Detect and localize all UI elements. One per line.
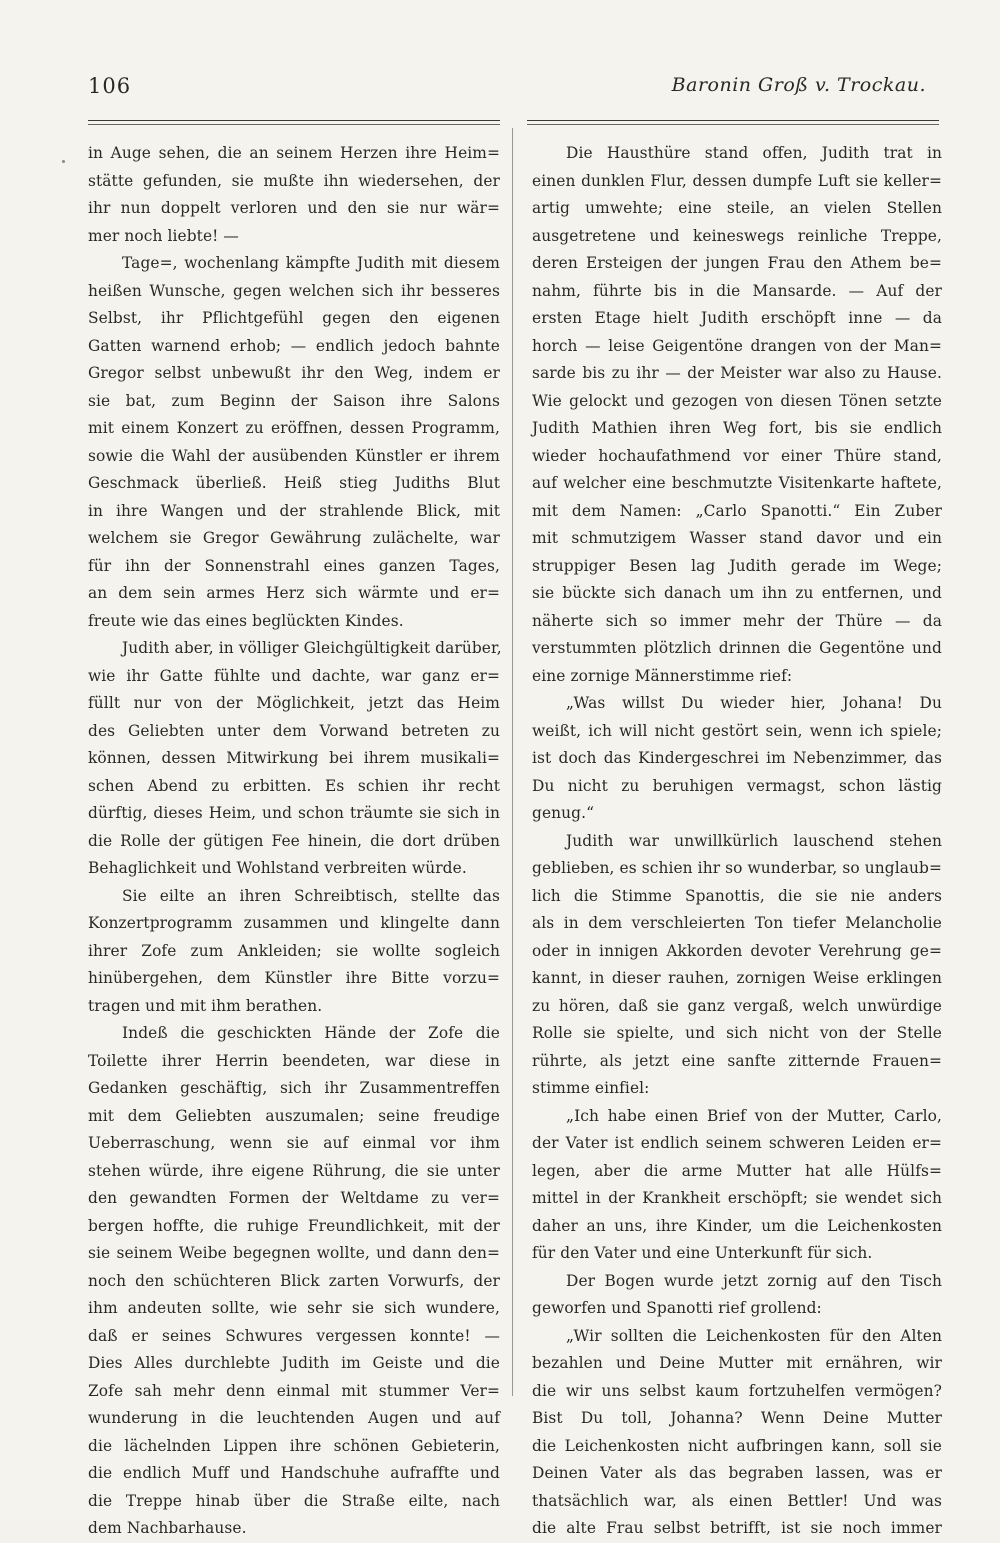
text-line: die Leichenkosten nicht aufbringen kann, soll sie	[532, 1436, 942, 1455]
right-column	[532, 140, 942, 1543]
text-line: in ihre Wangen und der strahlende Blick, mit	[88, 501, 500, 520]
text-line: artig umwehte; eine steile, an vielen Stellen	[532, 199, 942, 217]
text-line: hinübergehen, dem Künstler ihre Bitte vorzu=	[88, 969, 500, 987]
text-line: Geschmack überließ. Heiß stieg Judiths Blut	[88, 474, 500, 492]
text-line: geworfen und Spanotti rief grollend:	[532, 1299, 822, 1317]
text-line: mit schmutzigem Wasser stand davor und ein	[532, 529, 942, 547]
text-line: Gedanken geschäftig, sich ihr Zusammentreffen	[88, 1079, 500, 1097]
text-line: sie bat, zum Beginn der Saison ihre Salons	[88, 391, 500, 410]
text-line: Behaglichkeit und Wohlstand verbreiten würde.	[88, 859, 467, 877]
text-line: die Treppe hinab über die Straße eilte, nach	[88, 1491, 500, 1510]
text-line: oder in innigen Akkorden devoter Verehrung ge=	[532, 941, 942, 960]
paper-speck	[62, 160, 65, 163]
text-line: Wie gelockt und gezogen von diesen Tönen setzte	[532, 391, 942, 410]
header-rule-right-thin	[527, 124, 939, 125]
page-header	[88, 74, 926, 104]
text-line: Gregor selbst unbewußt ihr den Weg, indem er	[88, 364, 500, 382]
text-line: sowie die Wahl der ausübenden Künstler er ihrem	[88, 446, 500, 465]
text-line: für ihn der Sonnenstrahl eines ganzen Tages,	[88, 556, 500, 575]
text-line: Gatten warnend erhob; — endlich jedoch bahnte	[88, 336, 500, 355]
running-title: Baronin Groß v. Trockau.	[671, 74, 926, 96]
text-line: dem Nachbarhause.	[88, 1519, 247, 1537]
text-line: Dies Alles durchlebte Judith im Geiste und die	[88, 1354, 500, 1372]
text-line: Rolle sie spielte, und sich nicht von der Stelle	[532, 1024, 942, 1042]
text-line: füllt nur von der Möglichkeit, jetzt das Heim	[88, 694, 500, 712]
text-line: mer noch liebte! —	[88, 226, 239, 245]
text-line: wieder hochaufathmend vor einer Thüre stand,	[532, 446, 942, 465]
text-line: die Rolle der gütigen Fee hinein, die dort drüben	[88, 831, 500, 850]
text-line: mit dem Geliebten auszumalen; seine freudige	[88, 1106, 500, 1125]
text-line: „Ich habe einen Brief von der Mutter, Carlo,	[566, 1106, 942, 1125]
text-line: stimme einfiel:	[532, 1079, 650, 1097]
text-line: welchem sie Gregor Gewährung zulächelte, war	[88, 529, 500, 547]
text-line: Du nicht zu beruhigen vermagst, schon lästig	[532, 776, 942, 795]
text-line: schen Abend zu erbitten. Es schien ihr recht	[88, 776, 500, 795]
text-line: freute wie das eines beglückten Kindes.	[88, 611, 404, 630]
header-rule-left	[88, 120, 500, 121]
text-line: die alte Frau selbst betrifft, ist sie noch immer	[532, 1519, 942, 1537]
text-line: Sie eilte an ihren Schreibtisch, stellte das	[122, 886, 500, 905]
text-line: Ueberraschung, wenn sie auf einmal vor ihm	[88, 1134, 500, 1152]
text-line: genug.“	[532, 804, 595, 822]
text-line: sarde bis zu ihr — der Meister war also zu Hause.	[532, 364, 942, 382]
text-line: Die Hausthüre stand offen, Judith trat in	[566, 144, 942, 162]
text-line: struppiger Besen lag Judith gerade im Wege;	[532, 556, 942, 575]
text-line: horch — leise Geigentöne drangen von der Man=	[532, 336, 942, 355]
text-line: Judith Mathien ihren Weg fort, bis sie endlich	[532, 419, 942, 437]
text-line: heißen Wunsche, gegen welchen sich ihr besseres	[88, 281, 500, 300]
text-line: einen dunklen Flur, dessen dumpfe Luft sie keller=	[532, 171, 942, 190]
text-line: Der Bogen wurde jetzt zornig auf den Tisch	[566, 1271, 942, 1290]
text-line: Bist Du toll, Johanna? Wenn Deine Mutter	[532, 1409, 942, 1427]
text-line: daß er seines Schwures vergessen konnte! —	[88, 1326, 500, 1345]
text-line: wie ihr Gatte fühlte und dachte, war ganz er=	[88, 666, 500, 685]
text-line: „Wir sollten die Leichenkosten für den Alten	[566, 1326, 942, 1345]
text-line: wunderung in die leuchtenden Augen und auf	[88, 1409, 500, 1427]
text-line: näherte sich so immer mehr der Thüre — da	[532, 611, 942, 630]
text-line: weißt, ich will nicht gestört sein, wenn ich spiele;	[532, 721, 942, 740]
text-line: auf welcher eine beschmutzte Visitenkarte haftete,	[532, 474, 942, 492]
text-line: die lächelnden Lippen ihre schönen Gebieterin,	[88, 1436, 500, 1455]
text-line: ihr nun doppelt verloren und den sie nur wär=	[88, 199, 500, 217]
text-line: Deinen Vater als das begraben lassen, was er	[532, 1464, 942, 1482]
text-line: den gewandten Formen der Weltdame zu ver=	[88, 1189, 500, 1207]
text-line: Tage=, wochenlang kämpfte Judith mit diesem	[122, 254, 500, 272]
text-line: an dem sein armes Herz sich wärmte und er=	[88, 584, 500, 602]
text-line: ihrer Zofe zum Ankleiden; sie wollte sogleich	[88, 941, 500, 960]
text-line: noch den schüchteren Blick zarten Vorwurfs, der	[88, 1271, 500, 1290]
page-number: 106	[88, 74, 132, 98]
text-line: in Auge sehen, die an seinem Herzen ihre Heim=	[88, 144, 500, 162]
text-line: geblieben, es schien ihr so wunderbar, so unglaub=	[532, 859, 943, 877]
text-line: Judith war unwillkürlich lauschend stehen	[566, 831, 942, 850]
text-line: sie bückte sich danach um ihn zu entfernen, und	[532, 584, 942, 602]
text-line: können, dessen Mitwirkung bei ihrem musikali=	[88, 749, 500, 767]
text-line: eine zornige Männerstimme rief:	[532, 666, 793, 685]
text-line: daher an uns, ihre Kinder, um die Leichenkosten	[532, 1216, 942, 1235]
text-line: ihm andeuten sollte, wie sehr sie sich wundere,	[88, 1299, 500, 1317]
text-line: mit einem Konzert zu eröffnen, dessen Programm,	[88, 419, 500, 437]
text-line: verstummten plötzlich drinnen die Gegentöne und	[532, 639, 942, 657]
text-line: Toilette ihrer Herrin beendeten, war diese in	[88, 1051, 500, 1070]
text-line: Selbst, ihr Pflichtgefühl gegen den eigenen	[88, 309, 500, 327]
text-line: für den Vater und eine Unterkunft für sich.	[532, 1244, 873, 1262]
text-line: ist doch das Kindergeschrei im Nebenzimmer, das	[532, 749, 942, 767]
text-line: kannt, in dieser rauhen, zornigen Weise erklingen	[532, 969, 942, 987]
text-line: ausgetretene und keineswegs reinliche Treppe,	[532, 226, 942, 245]
text-line: stehen würde, ihre eigene Rührung, die sie unter	[88, 1161, 500, 1180]
text-line: bezahlen und Deine Mutter mit ernähren, wir	[532, 1354, 942, 1372]
text-line: mit dem Namen: „Carlo Spanotti.“ Ein Zuber	[532, 501, 942, 520]
text-line: sie seinem Weibe begegnen wollte, und dann den=	[88, 1244, 500, 1262]
header-rule-left-thin	[88, 124, 500, 125]
text-line: die endlich Muff und Handschuhe aufraffte und	[88, 1464, 500, 1482]
text-line: Judith aber, in völliger Gleichgültigkeit darüber,	[122, 639, 502, 657]
text-line: thatsächlich war, als einen Bettler! Und was	[532, 1491, 942, 1510]
text-line: Indeß die geschickten Hände der Zofe die	[122, 1024, 500, 1042]
text-line: die wir uns selbst kaum fortzuhelfen vermögen?	[532, 1381, 942, 1400]
text-line: deren Ersteigen der jungen Frau den Athem be=	[532, 254, 942, 272]
text-line: der Vater ist endlich seinem schweren Leiden er=	[532, 1134, 942, 1152]
text-line: als in dem verschleierten Ton tiefer Melancholie	[532, 914, 942, 932]
column-divider	[512, 128, 513, 1396]
text-line: dürftig, dieses Heim, und schon träumte sie sich in	[88, 804, 500, 822]
text-line: bergen hoffte, die ruhige Freundlichkeit, mit der	[88, 1216, 500, 1235]
left-column	[88, 140, 500, 1543]
text-line: „Was willst Du wieder hier, Johana! Du	[566, 694, 942, 712]
text-line: nahm, führte bis in die Mansarde. — Auf der	[532, 281, 942, 300]
text-line: legen, aber die arme Mutter hat alle Hülfs=	[532, 1161, 942, 1180]
text-line: mittel in der Krankheit erschöpft; sie wendet sich	[532, 1189, 942, 1207]
text-line: ersten Etage hielt Judith erschöpft inne — da	[532, 309, 942, 327]
text-line: Konzertprogramm zusammen und klingelte dann	[88, 914, 500, 932]
text-line: stätte gefunden, sie mußte ihn wiedersehen, der	[88, 171, 500, 190]
text-line: des Geliebten unter dem Vorwand betreten zu	[88, 721, 500, 740]
header-rule-right	[527, 120, 939, 121]
text-line: Zofe sah mehr denn einmal mit stummer Ver=	[88, 1381, 500, 1400]
text-line: rührte, als jetzt eine sanfte zitternde Frauen=	[532, 1051, 942, 1070]
text-line: zu hören, daß sie ganz vergaß, welch unwürdige	[532, 996, 942, 1015]
text-line: lich die Stimme Spanottis, die sie nie anders	[532, 886, 942, 905]
text-line: tragen und mit ihm berathen.	[88, 996, 323, 1015]
